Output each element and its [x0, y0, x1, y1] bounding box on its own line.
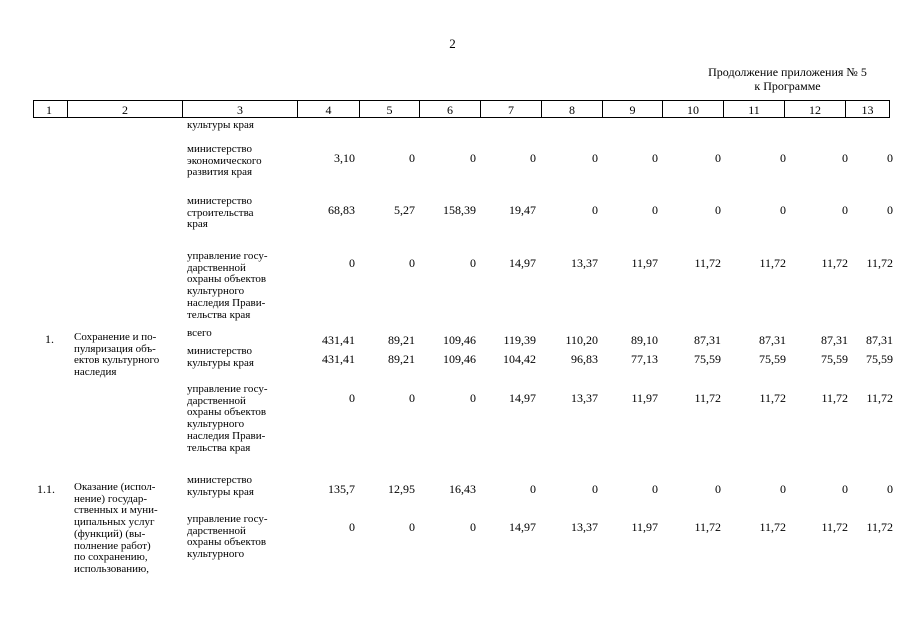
item-title-line: нение) государ-: [74, 492, 148, 505]
value-cell-col-13: 11,72: [866, 520, 893, 534]
org-line: охраны объектов: [187, 406, 267, 419]
value-cell-col-7: 104,42: [503, 352, 536, 366]
header-col-8: 8: [541, 100, 602, 118]
org-cell-row-min-construction: [187, 196, 254, 231]
value-cell-col-13: 0: [887, 482, 893, 496]
value-cell-col-7: 14,97: [509, 520, 536, 534]
org-line: наследия Прави-: [187, 429, 266, 442]
value-cell-col-10: 11,72: [694, 520, 721, 534]
value-cell-col-4: 431,41: [322, 352, 355, 366]
value-cell-col-11: 0: [780, 482, 786, 496]
value-cell-col-9: 0: [652, 151, 658, 165]
item-title-item-1-1: [74, 482, 158, 576]
caption-line-1: Продолжение приложения № 5: [708, 65, 867, 79]
value-cell-col-9: 77,13: [631, 352, 658, 366]
org-line: наследия Прави-: [187, 296, 266, 309]
value-cell-col-5: 12,95: [388, 482, 415, 496]
org-cell-row-cont-culture: [187, 120, 254, 132]
value-cell-col-8: 13,37: [571, 391, 598, 405]
value-cell-col-6: 0: [470, 391, 476, 405]
item-title-line: ственных и муни-: [74, 504, 158, 517]
item-title-item-1: [74, 332, 159, 379]
org-line: дарственной: [187, 524, 246, 537]
value-cell-col-10: 11,72: [694, 256, 721, 270]
value-cell-col-6: 109,46: [443, 352, 476, 366]
value-cell-col-11: 75,59: [759, 352, 786, 366]
value-cell-col-10: 0: [715, 482, 721, 496]
value-cell-col-9: 0: [652, 482, 658, 496]
value-cell-col-10: 0: [715, 203, 721, 217]
item-title-line: пуляризация объ-: [74, 342, 156, 355]
value-cell-col-8: 0: [592, 203, 598, 217]
value-cell-col-5: 0: [409, 391, 415, 405]
org-line: министерство: [187, 345, 253, 357]
value-cell-col-11: 11,72: [759, 256, 786, 270]
value-cell-col-8: 110,20: [565, 333, 598, 347]
value-cell-col-9: 11,97: [631, 391, 658, 405]
org-line: управление госу-: [187, 383, 268, 395]
org-line: культурного: [187, 418, 245, 431]
value-cell-col-9: 11,97: [631, 520, 658, 534]
value-cell-col-5: 0: [409, 520, 415, 534]
value-cell-col-5: 5,27: [394, 203, 415, 217]
header-col-6: 6: [419, 100, 480, 118]
org-line: министерство: [187, 143, 253, 155]
value-cell-col-13: 75,59: [866, 352, 893, 366]
value-cell-col-12: 11,72: [821, 256, 848, 270]
org-line: дарственной: [187, 261, 246, 274]
value-cell-col-7: 19,47: [509, 203, 536, 217]
org-line: дарственной: [187, 394, 246, 407]
value-cell-col-4: 0: [349, 520, 355, 534]
value-cell-col-12: 0: [842, 151, 848, 165]
org-cell-row-min-culture-a: [187, 346, 254, 369]
header-col-12: 12: [784, 100, 845, 118]
item-title-line: ектов культурного: [74, 354, 160, 367]
org-line: развития края: [187, 166, 253, 179]
page-number: 2: [449, 36, 456, 51]
value-cell-col-5: 0: [409, 256, 415, 270]
org-line: управление госу-: [187, 513, 268, 525]
value-cell-col-11: 11,72: [759, 520, 786, 534]
item-title-line: использованию,: [74, 562, 149, 575]
org-cell-row-min-culture-b: [187, 475, 254, 498]
value-cell-col-10: 87,31: [694, 333, 721, 347]
value-cell-col-12: 11,72: [821, 520, 848, 534]
org-line: тельства края: [187, 308, 251, 321]
value-cell-col-5: 0: [409, 151, 415, 165]
value-cell-col-4: 0: [349, 256, 355, 270]
item-number: 1.1.: [37, 482, 55, 496]
value-cell-col-9: 11,97: [631, 256, 658, 270]
value-cell-col-13: 87,31: [866, 333, 893, 347]
value-cell-col-6: 158,39: [443, 203, 476, 217]
value-cell-col-4: 135,7: [328, 482, 355, 496]
org-line: культурного: [187, 285, 245, 298]
value-cell-col-8: 13,37: [571, 256, 598, 270]
org-line: управление госу-: [187, 250, 268, 262]
value-cell-col-8: 96,83: [571, 352, 598, 366]
value-cell-col-13: 11,72: [866, 256, 893, 270]
value-cell-col-13: 0: [887, 151, 893, 165]
value-cell-col-7: 14,97: [509, 256, 536, 270]
item-title-line: Оказание (испол-: [74, 481, 156, 493]
org-line: охраны объектов: [187, 273, 267, 286]
value-cell-col-10: 0: [715, 151, 721, 165]
header-col-10: 10: [662, 100, 723, 118]
org-cell-row-total: [187, 328, 212, 340]
value-cell-col-6: 16,43: [449, 482, 476, 496]
value-cell-col-4: 3,10: [334, 151, 355, 165]
item-title-line: (функций) (вы-: [74, 527, 146, 540]
org-line: министерство: [187, 474, 253, 486]
item-title-line: наследия: [74, 366, 117, 379]
org-line: охраны объектов: [187, 536, 267, 549]
value-cell-col-6: 109,46: [443, 333, 476, 347]
item-title-line: по сохранению,: [74, 551, 148, 564]
org-line: края: [187, 218, 208, 231]
org-cell-row-min-economy: [187, 144, 262, 179]
org-cell-row-heritage-c: [187, 514, 268, 561]
header-col-3: 3: [182, 100, 297, 118]
value-cell-col-7: 14,97: [509, 391, 536, 405]
header-col-7: 7: [480, 100, 541, 118]
org-line: культуры края: [187, 356, 254, 369]
value-cell-col-7: 0: [530, 151, 536, 165]
header-col-9: 9: [602, 100, 662, 118]
value-cell-col-9: 89,10: [631, 333, 658, 347]
org-line: всего: [187, 327, 212, 339]
value-cell-col-7: 0: [530, 482, 536, 496]
org-line: министерство: [187, 195, 253, 207]
value-cell-col-8: 0: [592, 482, 598, 496]
value-cell-col-12: 0: [842, 203, 848, 217]
item-number: 1.: [45, 332, 54, 346]
value-cell-col-5: 89,21: [388, 333, 415, 347]
value-cell-col-13: 11,72: [866, 391, 893, 405]
header-col-11: 11: [723, 100, 784, 118]
org-cell-row-heritage-b: [187, 384, 268, 454]
caption-line-2: к Программе: [754, 79, 821, 93]
header-col-2: 2: [67, 100, 182, 118]
value-cell-col-11: 0: [780, 151, 786, 165]
header-col-5: 5: [359, 100, 419, 118]
org-line: строительства: [187, 206, 254, 219]
value-cell-col-10: 75,59: [694, 352, 721, 366]
appendix-caption: [690, 65, 885, 93]
value-cell-col-11: 11,72: [759, 391, 786, 405]
value-cell-col-5: 89,21: [388, 352, 415, 366]
value-cell-col-4: 68,83: [328, 203, 355, 217]
value-cell-col-10: 11,72: [694, 391, 721, 405]
value-cell-col-8: 0: [592, 151, 598, 165]
org-cell-row-heritage-a: [187, 251, 268, 321]
org-line: культуры края: [187, 485, 254, 498]
item-title-line: Сохранение и по-: [74, 331, 157, 343]
header-col-1: 1: [33, 100, 67, 118]
value-cell-col-11: 87,31: [759, 333, 786, 347]
org-line: культуры края: [187, 119, 254, 131]
value-cell-col-12: 0: [842, 482, 848, 496]
value-cell-col-12: 11,72: [821, 391, 848, 405]
value-cell-col-11: 0: [780, 203, 786, 217]
value-cell-col-12: 87,31: [821, 333, 848, 347]
value-cell-col-4: 0: [349, 391, 355, 405]
header-col-13: 13: [845, 100, 890, 118]
value-cell-col-6: 0: [470, 151, 476, 165]
value-cell-col-9: 0: [652, 203, 658, 217]
value-cell-col-13: 0: [887, 203, 893, 217]
item-title-line: полнение работ): [74, 539, 151, 552]
value-cell-col-4: 431,41: [322, 333, 355, 347]
org-line: экономического: [187, 154, 262, 167]
org-line: тельства края: [187, 441, 251, 454]
item-title-line: ципальных услуг: [74, 516, 155, 529]
value-cell-col-6: 0: [470, 520, 476, 534]
value-cell-col-6: 0: [470, 256, 476, 270]
value-cell-col-12: 75,59: [821, 352, 848, 366]
value-cell-col-8: 13,37: [571, 520, 598, 534]
org-line: культурного: [187, 548, 245, 561]
value-cell-col-7: 119,39: [503, 333, 536, 347]
header-col-4: 4: [297, 100, 359, 118]
